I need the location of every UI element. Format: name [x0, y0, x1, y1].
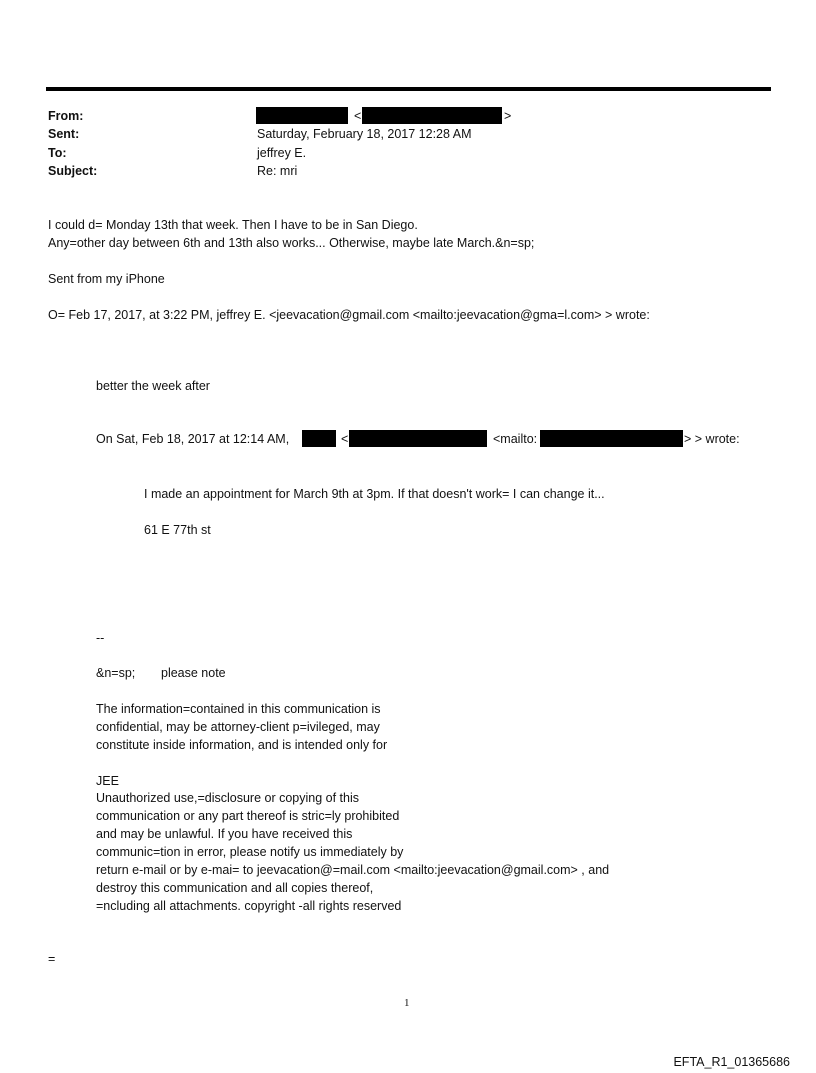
reply1-header-prefix: On Sat, Feb 18, 2017 at 12:14 AM,	[96, 432, 290, 446]
reply1-wrote: > > wrote:	[684, 432, 740, 446]
unauthorized-line-6: destroy this communication and all copies thereof,	[96, 881, 374, 895]
redaction-from-name	[256, 107, 348, 124]
reply1-text: better the week after	[96, 379, 210, 393]
subject-label: Subject:	[48, 164, 98, 178]
reply1-lt: <	[341, 432, 349, 446]
page-number: 1	[404, 997, 410, 1009]
reply2-line-1: I made an appointment for March 9th at 3pm. If that doesn't work= I can change it...	[144, 487, 605, 501]
sent-value: Saturday, February 18, 2017 12:28 AM	[257, 127, 472, 141]
from-lt: <	[354, 109, 362, 123]
redaction-sender-email	[349, 430, 487, 447]
unauthorized-line-5: return e-mail or by e-mai= to jeevacation@=mail.com <mailto:jeevacation@gmail.com> , and	[96, 863, 610, 877]
signature: Sent from my iPhone	[48, 272, 165, 286]
quote-header: O= Feb 17, 2017, at 3:22 PM, jeffrey E. <jeevacation@gmail.com <mailto:jeevacation@gma=l.com> > wrote:	[48, 308, 650, 322]
redaction-sender-name	[302, 430, 336, 447]
body-line-1: I could d= Monday 13th that week. Then I have to be in San Diego.	[48, 218, 418, 232]
sent-label: Sent:	[48, 127, 80, 141]
reply1-mailto: <mailto:	[493, 432, 538, 446]
sig-dashes: --	[96, 631, 105, 645]
confidential-line-2: confidential, may be attorney-client p=ivileged, may	[96, 720, 380, 734]
to-value: jeffrey E.	[257, 146, 307, 160]
jee-text: JEE	[96, 774, 119, 788]
trailing-equals: =	[48, 952, 56, 966]
from-label: From:	[48, 109, 84, 123]
nbsp-text: &n=sp;	[96, 666, 136, 680]
subject-value: Re: mri	[257, 164, 298, 178]
redaction-from-email	[362, 107, 502, 124]
unauthorized-line-3: and may be unlawful. If you have received this	[96, 827, 353, 841]
from-gt: >	[504, 109, 512, 123]
to-label: To:	[48, 146, 67, 160]
confidential-line-1: The information=contained in this communication is	[96, 702, 381, 716]
unauthorized-line-4: communic=tion in error, please notify us immediately by	[96, 845, 404, 859]
top-rule	[46, 87, 771, 91]
redaction-mailto-address	[540, 430, 683, 447]
confidential-line-3: constitute inside information, and is intended only for	[96, 738, 388, 752]
unauthorized-line-7: =ncluding all attachments. copyright -all rights reserved	[96, 899, 402, 913]
body-line-2: Any=other day between 6th and 13th also works... Otherwise, maybe late March.&n=sp;	[48, 236, 535, 250]
document-id: EFTA_R1_01365686	[673, 1055, 790, 1069]
reply2-line-2: 61 E 77th st	[144, 523, 211, 537]
unauthorized-line-1: Unauthorized use,=disclosure or copying of this	[96, 791, 359, 805]
unauthorized-line-2: communication or any part thereof is stric=ly prohibited	[96, 809, 400, 823]
please-note: please note	[161, 666, 226, 680]
